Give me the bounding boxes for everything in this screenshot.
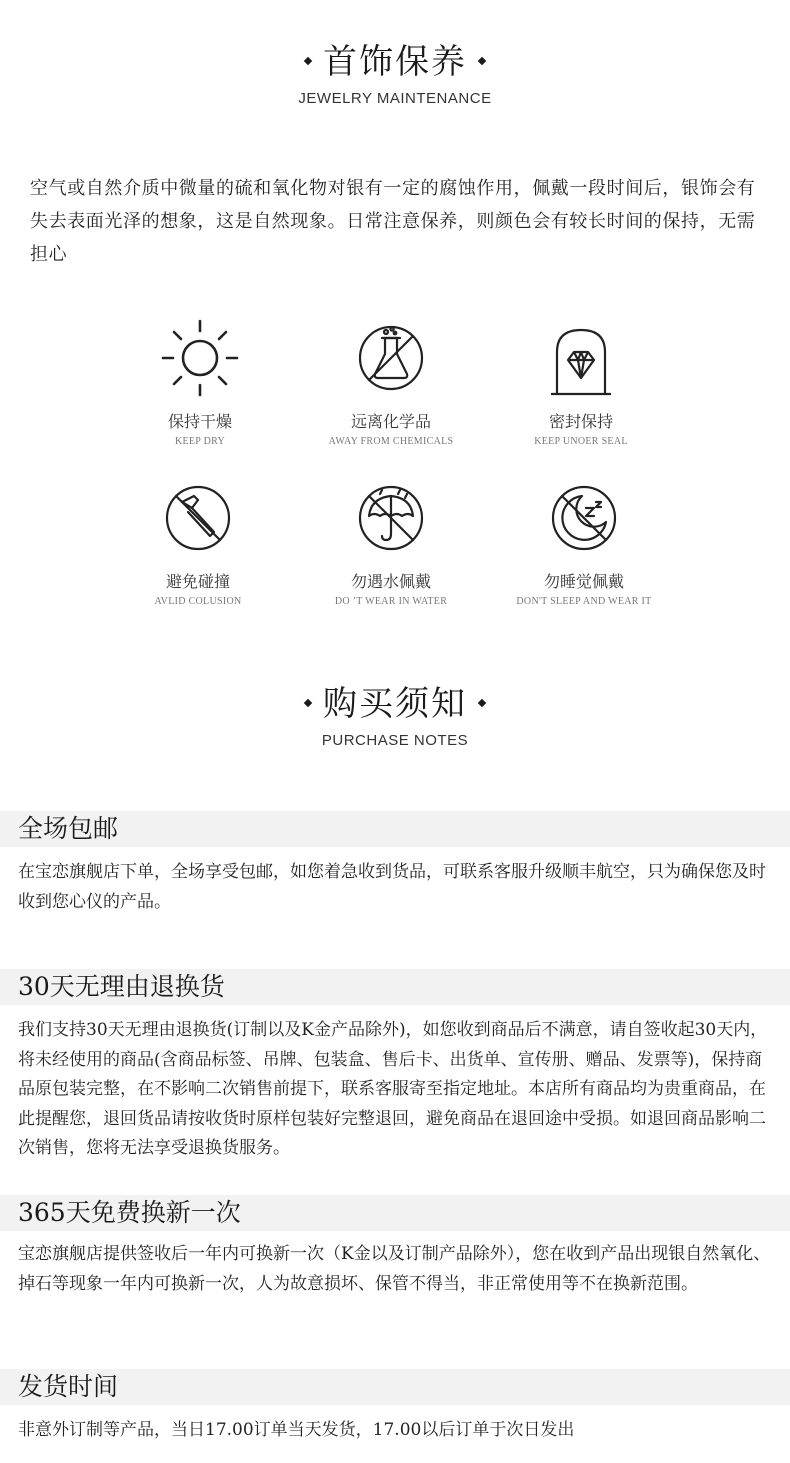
maintenance-title: 首饰保养: [323, 42, 467, 82]
care-item-label: 密封保持: [548, 412, 613, 431]
care-item-label-en: AWAY FROM CHEMICALS: [328, 436, 454, 447]
notice-heading: 全场包邮: [18, 814, 119, 843]
care-item-avoid-collision: [98, 478, 298, 607]
diamond-bullet-icon: [304, 57, 312, 65]
maintenance-intro: 空气或自然介质中微量的硫和氧化物对银有一定的腐蚀作用，佩戴一段时间后，银饰会有失去表面光泽的想象，这是自然现象。日常注意保养，则颜色会有较长时间的保持，无需担心: [30, 178, 756, 265]
purchase-title-block: [0, 684, 790, 749]
notice-body: 宝恋旗舰店提供签收后一年内可换新一次（K金以及订制产品除外），您在收到产品出现银自然氧化、掉石等现象一年内可换新一次，人为故意损坏、保管不得当，非正常使用等不在换新范围。: [18, 1244, 771, 1294]
care-item-label-en: DO ’T WEAR IN WATER: [334, 596, 448, 607]
diamond-bullet-icon: [478, 57, 486, 65]
care-item-label-en: KEEP DRY: [174, 436, 226, 447]
care-item-label: 勿睡觉佩戴: [543, 572, 624, 591]
maintenance-title-block: [0, 42, 790, 107]
no-hammer-icon: [158, 478, 238, 558]
care-item-label-en: DON'T SLEEP AND WEAR IT: [516, 596, 652, 607]
notice-heading-bar: [0, 969, 790, 1005]
no-umbrella-icon: [351, 478, 431, 558]
care-item-label: 远离化学品: [350, 412, 431, 431]
notice-body: 在宝恋旗舰店下单，全场享受包邮，如您着急收到货品，可联系客服升级顺丰航空，只为确保您及时收到您心仪的产品。: [18, 862, 766, 912]
sun-icon: [160, 318, 240, 398]
notice-heading-bar: [0, 811, 790, 847]
care-item-label-en: AVLID COLUSION: [154, 596, 242, 607]
care-item-label: 勿遇水佩戴: [350, 572, 431, 591]
notice-body: 非意外订制等产品，当日17.00订单当天发货，17.00以后订单于次日发出: [18, 1420, 575, 1440]
purchase-title: 购买须知: [323, 684, 467, 724]
maintenance-subtitle: JEWELRY MAINTENANCE: [298, 90, 492, 107]
no-chemicals-icon: [351, 318, 431, 398]
care-item-away-from-chemicals: [291, 318, 491, 447]
notice-heading: 365天免费换新一次: [18, 1198, 241, 1227]
diamond-dome-icon: [541, 318, 621, 398]
purchase-subtitle: PURCHASE NOTES: [321, 732, 469, 749]
notice-heading-bar: [0, 1369, 790, 1405]
care-item-no-sleep: [484, 478, 684, 607]
care-item-no-water: [291, 478, 491, 607]
notice-body: 我们支持30天无理由退换货(订制以及K金产品除外)，如您收到商品后不满意，请自签收起30天内，将未经使用的商品(含商品标签、吊牌、包装盒、售后卡、出货单、宣传册、赠品、发票等)，保持商品原包装完整，在不影响二次销售前提下，联系客服寄至指定地址。本店所有商品均为贵重商品，在此提醒您，退回货品请按收货时原样包装好完整退回，避免商品在退回途中受损。如退回商品影响二次销售，您将无法享受退换货服务。: [18, 1020, 768, 1158]
diamond-bullet-icon: [478, 699, 486, 707]
care-item-keep-sealed: [481, 318, 681, 447]
notice-heading-bar: [0, 1195, 790, 1231]
notice-heading: 30天无理由退换货: [18, 972, 225, 1001]
care-item-label-en: KEEP UNOER SEAL: [534, 436, 628, 447]
care-item-label: 保持干燥: [167, 412, 232, 431]
diamond-bullet-icon: [304, 699, 312, 707]
care-item-label: 避免碰撞: [165, 572, 230, 591]
no-sleep-icon: [544, 478, 624, 558]
notice-heading: 发货时间: [18, 1372, 119, 1401]
care-item-keep-dry: [100, 318, 300, 447]
